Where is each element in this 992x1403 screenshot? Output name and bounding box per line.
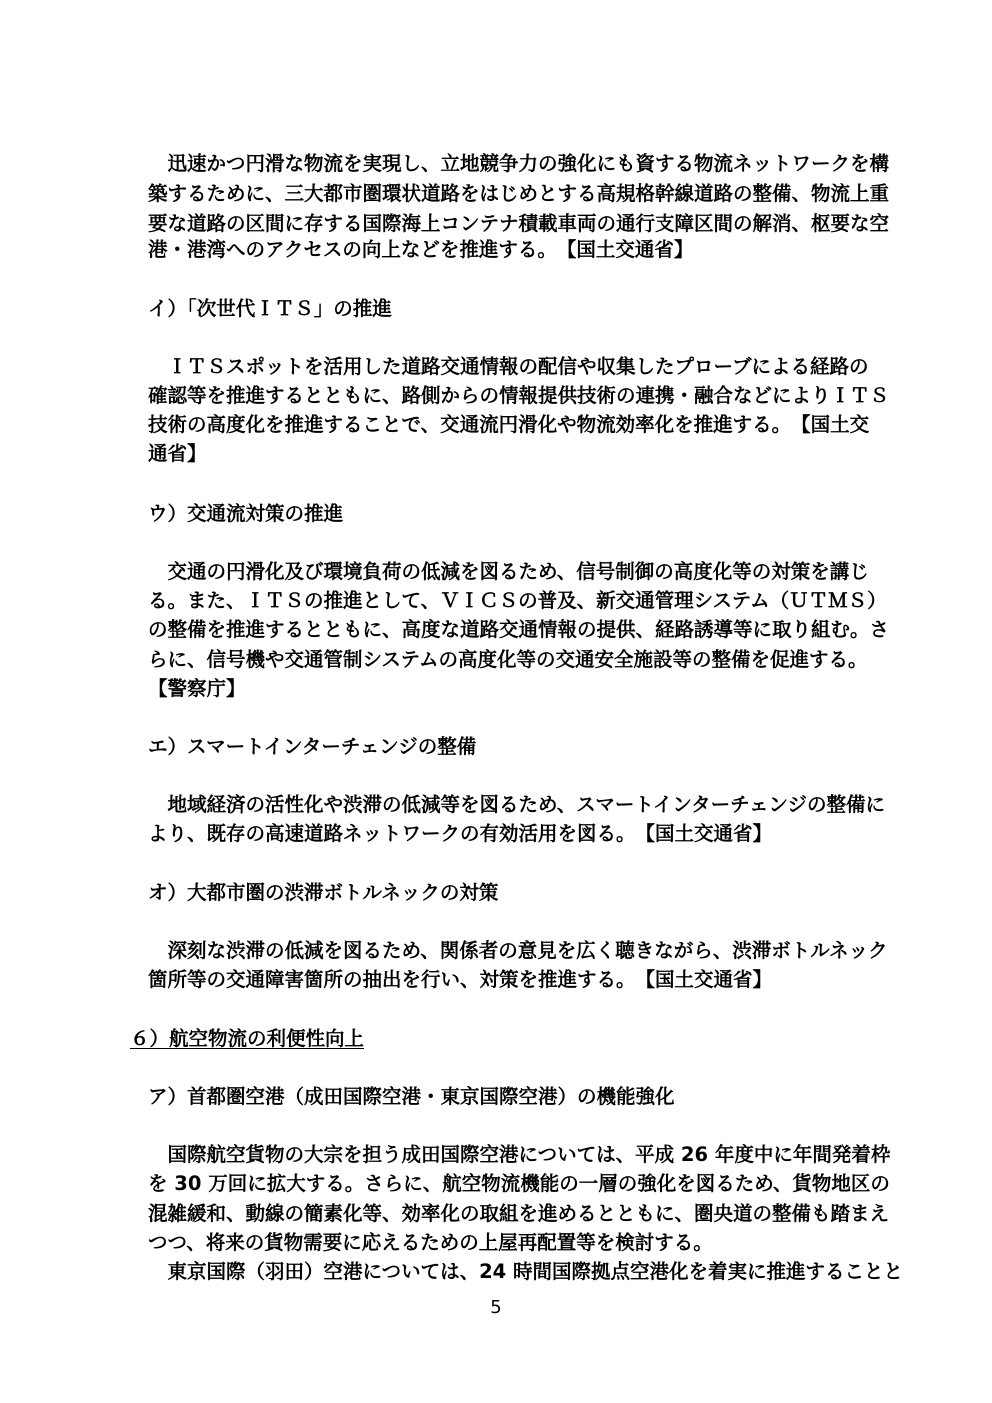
heading-its: イ）「次世代ＩＴＳ」の推進 — [148, 297, 392, 320]
paragraph-line: より、既存の高速道路ネットワークの有効活用を図る。 【国土交通省】 — [148, 822, 773, 845]
paragraph-line: の整備を推進するとともに、高度な道路交通情報の提供、経路誘導等に取り組む。さ — [148, 618, 890, 641]
paragraph-line: 迅速かつ円滑な物流を実現し、立地競争力の強化にも資する物流ネットワークを構 — [148, 152, 890, 175]
paragraph-line: 技術の高度化を推進することで、交通流円滑化や物流効率化を推進する。 【国土交 — [148, 413, 870, 436]
heading-capital-airports: ア）首都圏空港（成田国際空港・東京国際空港）の機能強化 — [148, 1085, 675, 1108]
paragraph-line: 築するために、三大都市圏環状道路をはじめとする高規格幹線道路の整備、物流上重 — [148, 182, 890, 205]
paragraph-line: つつ、将来の貨物需要に応えるための上屋再配置等を検討する。 — [148, 1231, 713, 1254]
paragraph-line: 箇所等の交通障害箇所の抽出を行い、対策を推進する。 【国土交通省】 — [148, 968, 773, 991]
paragraph-line: 通省】 — [148, 442, 207, 465]
paragraph-line: 【警察庁】 — [148, 677, 246, 700]
paragraph-line: 国際航空貨物の大宗を担う成田国際空港については、平成 26 年度中に年間発着枠 — [148, 1143, 891, 1166]
paragraph-line: 深刻な渋滞の低減を図るため、関係者の意見を広く聴きながら、渋滞ボトルネック — [148, 939, 888, 962]
section-heading-air-logistics: ６）航空物流の利便性向上 — [130, 1027, 365, 1050]
paragraph-line: る。また、ＩＴＳの推進として、ＶＩＣＳの普及、新交通管理システム（ＵＴＭＳ） — [148, 589, 887, 612]
paragraph-line: らに、信号機や交通管制システムの高度化等の交通安全施設等の整備を促進する。 — [148, 648, 868, 671]
page-number: 5 — [490, 1297, 502, 1318]
paragraph-line: 地域経済の活性化や渋滞の低減等を図るため、スマートインターチェンジの整備に — [148, 793, 886, 816]
paragraph-line: 交通の円滑化及び環境負荷の低減を図るため、信号制御の高度化等の対策を講じ — [148, 560, 869, 583]
paragraph-line: 確認等を推進するとともに、路側からの情報提供技術の連携・融合などによりＩＴＳ — [148, 384, 890, 407]
heading-smart-ic: エ）スマートインターチェンジの整備 — [148, 735, 477, 758]
paragraph-line: を 30 万回に拡大する。さらに、航空物流機能の一層の強化を図るため、貨物地区の — [148, 1172, 890, 1195]
paragraph-line: ＩＴＳスポットを活用した道路交通情報の配信や収集したプローブによる経路の — [148, 355, 869, 378]
paragraph-line: 東京国際（羽田）空港については、24 時間国際拠点空港化を着実に推進することと — [148, 1260, 904, 1283]
heading-traffic-flow: ウ）交通流対策の推進 — [148, 502, 344, 525]
paragraph-line: 要な道路の区間に存する国際海上コンテナ積載車両の通行支障区間の解消、枢要な空 — [148, 212, 890, 235]
paragraph-line: 混雑緩和、動線の簡素化等、効率化の取組を進めるとともに、圏央道の整備も踏まえ — [148, 1202, 890, 1225]
heading-bottleneck: オ）大都市圏の渋滞ボトルネックの対策 — [148, 881, 499, 904]
paragraph-line: 港・港湾へのアクセスの向上などを推進する。 【国土交通省】 — [148, 238, 694, 261]
